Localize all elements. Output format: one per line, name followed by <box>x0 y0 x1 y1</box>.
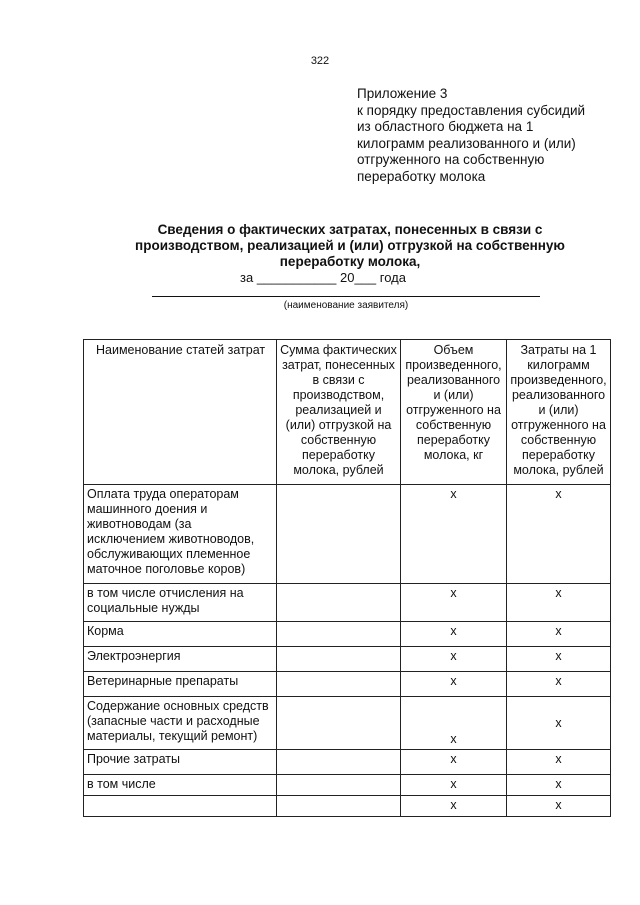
row-sum <box>277 622 401 647</box>
applicant-underline <box>152 296 540 297</box>
row-per-kg: x <box>507 485 611 584</box>
appendix-line: килограмм реализованного и (или) <box>357 135 576 151</box>
row-volume: x <box>401 775 507 796</box>
row-volume: x <box>401 796 507 817</box>
header-actual-sum: Сумма фактических затрат, понесенных в связи с производством, реализацией и (или) отгрузкой на собственную переработку молока, рублей <box>277 340 401 485</box>
period-blank-year: ___ <box>354 270 377 285</box>
row-volume: x <box>401 584 507 622</box>
row-volume: x <box>401 672 507 697</box>
header-volume: Объем произведенного, реализованного и (или) отгруженного на собственную переработку молока, кг <box>401 340 507 485</box>
row-sum <box>277 775 401 796</box>
title-line: переработку молока, <box>279 254 421 269</box>
row-name: Оплата труда операторам машинного доения и животноводам (за исключением животноводов, обслуживающих племенное маточное поголовье коров) <box>84 485 277 584</box>
row-name: Корма <box>84 622 277 647</box>
row-sum <box>277 796 401 817</box>
table-row <box>84 697 611 750</box>
period-year: 20 <box>339 270 355 285</box>
row-per-kg: x <box>507 584 611 622</box>
row-name <box>84 796 277 817</box>
applicant-caption: (наименование заявителя) <box>283 300 409 311</box>
row-volume: x <box>401 647 507 672</box>
appendix-line: отгруженного на собственную <box>357 152 545 167</box>
reporting-period <box>240 270 500 285</box>
row-sum <box>277 697 401 750</box>
row-sum <box>277 672 401 697</box>
table-row <box>84 584 611 622</box>
row-per-kg: x <box>507 622 611 647</box>
document-title <box>100 222 600 270</box>
title-line: производством, реализацией и (или) отгрузкой на собственную <box>135 238 565 253</box>
table-row <box>84 647 611 672</box>
row-per-kg: x <box>507 647 611 672</box>
row-per-kg: x <box>507 750 611 775</box>
row-per-kg: x <box>507 796 611 817</box>
row-sum <box>277 647 401 672</box>
row-volume: x <box>401 485 507 584</box>
row-name: Ветеринарные препараты <box>84 672 277 697</box>
header-cost-item: Наименование статей затрат <box>84 340 277 485</box>
table-row <box>84 622 611 647</box>
costs-table <box>83 339 611 817</box>
table-row <box>84 796 611 817</box>
row-name: Содержание основных средств (запасные части и расходные материалы, текущий ремонт) <box>84 697 277 750</box>
row-sum <box>277 750 401 775</box>
row-per-kg: x <box>507 775 611 796</box>
period-prefix: за <box>240 270 254 285</box>
row-volume: x <box>401 622 507 647</box>
table-row <box>84 775 611 796</box>
period-suffix: года <box>379 270 406 285</box>
row-per-kg: x <box>507 672 611 697</box>
row-name: Электроэнергия <box>84 647 277 672</box>
table-row <box>84 485 611 584</box>
row-volume: x <box>401 697 507 750</box>
row-volume: x <box>401 750 507 775</box>
row-per-kg: x <box>507 697 611 750</box>
page-number: 322 <box>310 55 330 67</box>
table-row <box>84 672 611 697</box>
row-sum <box>277 485 401 584</box>
row-name: Прочие затраты <box>84 750 277 775</box>
appendix-line: из областного бюджета на 1 <box>357 119 534 134</box>
header-cost-per-kg: Затраты на 1 килограмм произведенного, реализованного и (или) отгруженного на собственную переработку молока, рублей <box>507 340 611 485</box>
row-name: в том числе <box>84 775 277 796</box>
table-header-row <box>84 340 611 485</box>
appendix-line: переработку молока <box>357 168 486 184</box>
appendix-block <box>357 86 627 185</box>
title-line: Сведения о фактических затратах, понесенных в связи с <box>157 222 543 237</box>
appendix-line: Приложение 3 <box>357 86 448 101</box>
period-blank-month: ___________ <box>256 270 337 285</box>
appendix-line: к порядку предоставления субсидий <box>357 102 586 118</box>
table-row <box>84 750 611 775</box>
row-name: в том числе отчисления на социальные нужды <box>84 584 277 622</box>
row-sum <box>277 584 401 622</box>
